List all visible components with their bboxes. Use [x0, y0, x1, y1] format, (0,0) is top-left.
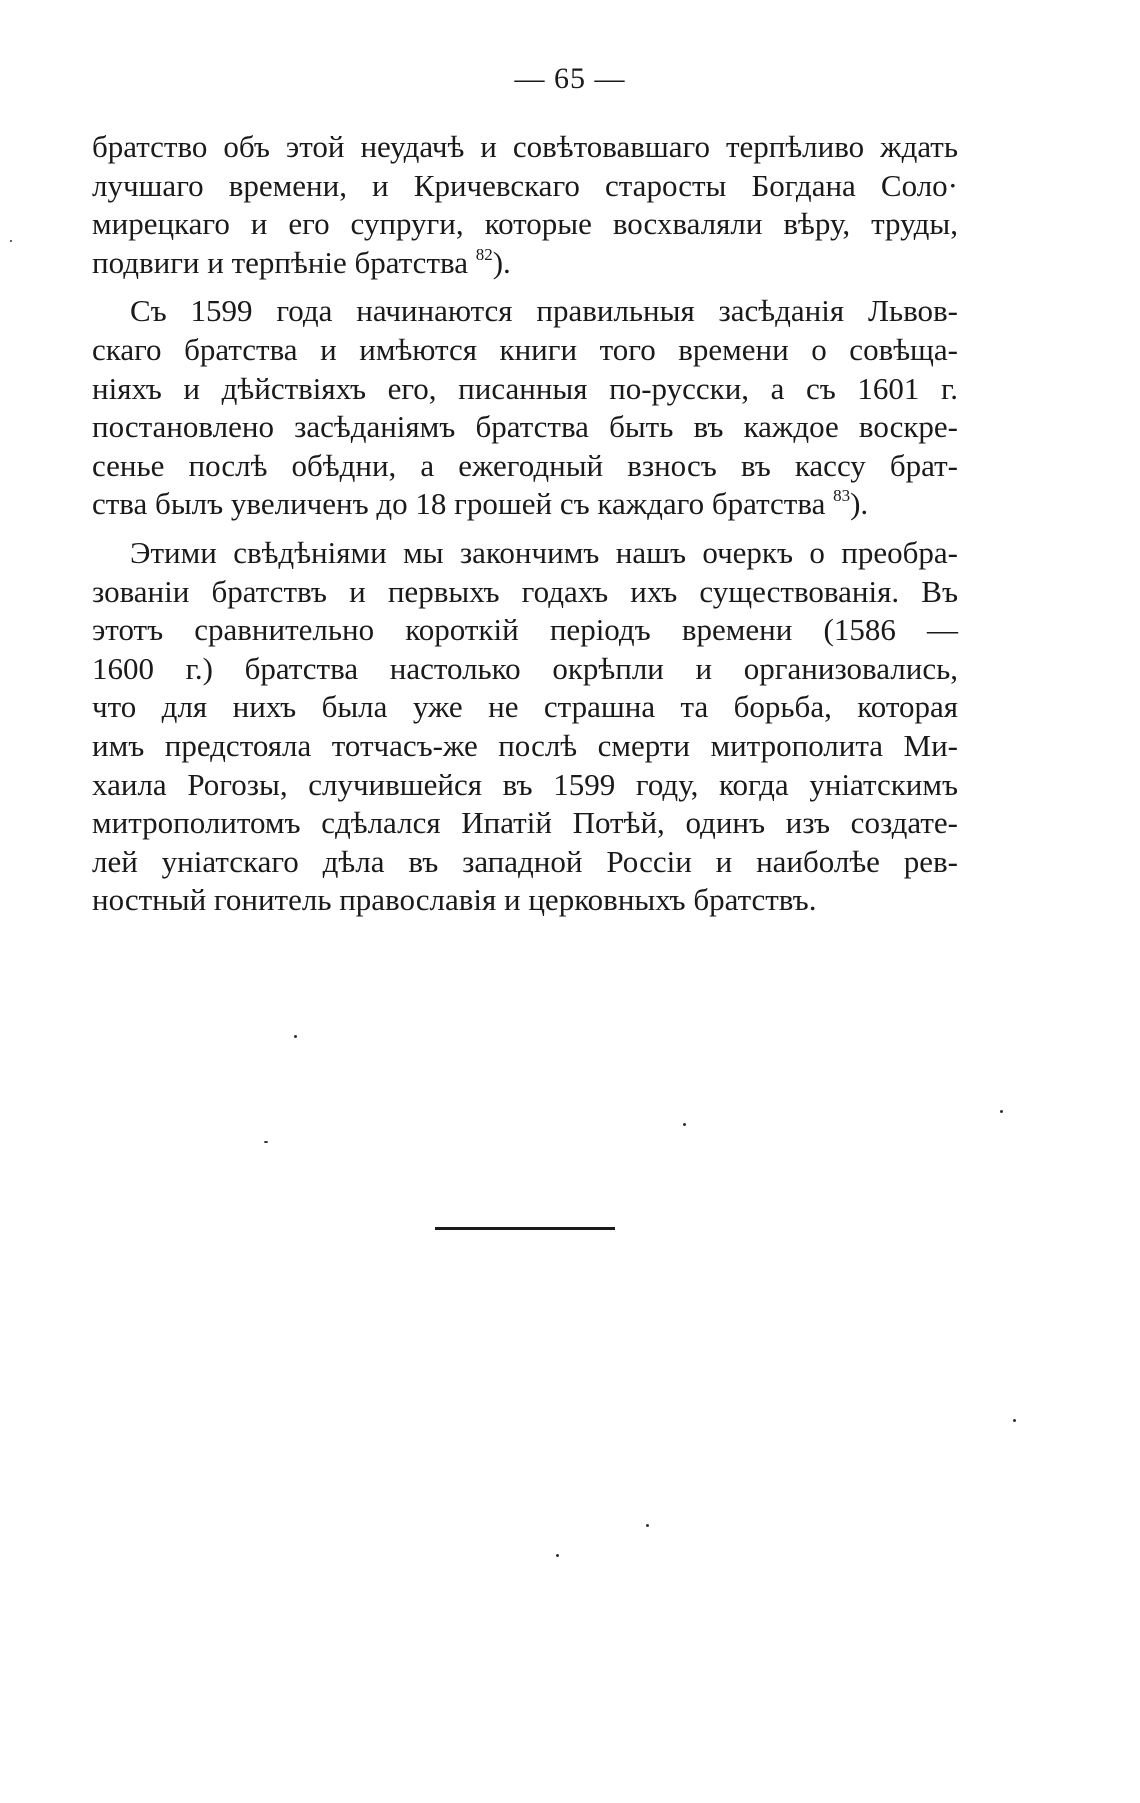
- section-divider: [435, 1227, 615, 1230]
- text-line: скаго братства и имѣются книги того времени о совѣща-: [92, 331, 958, 367]
- footnote-ref: 82: [475, 244, 493, 264]
- scan-speck: [683, 1123, 686, 1126]
- text-line: зованіи братствъ и первыхъ годахъ ихъ существованія. Въ: [92, 573, 958, 609]
- text-line: ностный гонитель православія и церковныхъ братствъ.: [92, 882, 817, 918]
- text-line: Этими свѣдѣніями мы закончимъ нашъ очеркъ о преобра-: [130, 534, 958, 570]
- footnote-ref: 83: [833, 486, 851, 506]
- footnote-close: ).: [850, 486, 869, 522]
- text-line: Съ 1599 года начинаются правильныя засѣданія Львов-: [130, 293, 958, 329]
- text-line-content: ства былъ увеличенъ до 18 грошей съ каждаго братства: [92, 486, 826, 522]
- page-number: — 65 —: [514, 62, 626, 95]
- text-line: хаила Рогозы, случившейся въ 1599 году, когда уніатскимъ: [92, 766, 958, 802]
- text-line: [92, 485, 958, 524]
- paragraph-2: [92, 292, 958, 524]
- footnote-close: ).: [492, 244, 511, 280]
- paragraph-1: [92, 128, 958, 282]
- text-line: этотъ сравнительно короткій періодъ времени (1586 —: [92, 612, 958, 648]
- body-text: [92, 128, 958, 920]
- text-line: лей уніатскаго дѣла въ западной Россіи и наиболѣе рев-: [92, 843, 958, 879]
- text-line: постановлено засѣданіямъ братства быть въ каждое воскре-: [92, 409, 958, 445]
- scan-speck: [264, 1141, 268, 1143]
- text-line: митрополитомъ сдѣлался Ипатій Потѣй, одинъ изъ создате-: [92, 805, 958, 841]
- text-line-content: подвиги и терпѣніе братства: [92, 244, 468, 280]
- scan-speck: [294, 1035, 297, 1038]
- scan-speck: [10, 240, 12, 242]
- text-line: имъ предстояла тотчасъ-же послѣ смерти митрополита Ми-: [92, 727, 958, 763]
- text-line: [92, 244, 958, 283]
- text-line: сенье послѣ обѣдни, а ежегодный взносъ въ кассу брат-: [92, 447, 958, 483]
- text-line: братство объ этой неудачѣ и совѣтовавшаго терпѣливо ждать: [92, 129, 958, 164]
- text-line: мирецкаго и его супруги, которые восхваляли вѣру, труды,: [92, 206, 958, 242]
- text-line: что для нихъ была уже не страшна та борьба, которая: [92, 689, 958, 725]
- text-line: 1600 г.) братства настолько окрѣпли и организовались,: [92, 650, 958, 686]
- paragraph-3: [92, 534, 958, 920]
- scan-speck: [1013, 1419, 1016, 1422]
- text-line: лучшаго времени, и Кричевскаго старосты Богдана Соло·: [92, 167, 958, 203]
- scan-speck: [556, 1554, 559, 1557]
- scan-speck: [646, 1524, 649, 1527]
- scan-speck: [1000, 1110, 1003, 1113]
- text-line: ніяхъ и дѣйствіяхъ его, писанныя по-русски, а съ 1601 г.: [92, 370, 958, 406]
